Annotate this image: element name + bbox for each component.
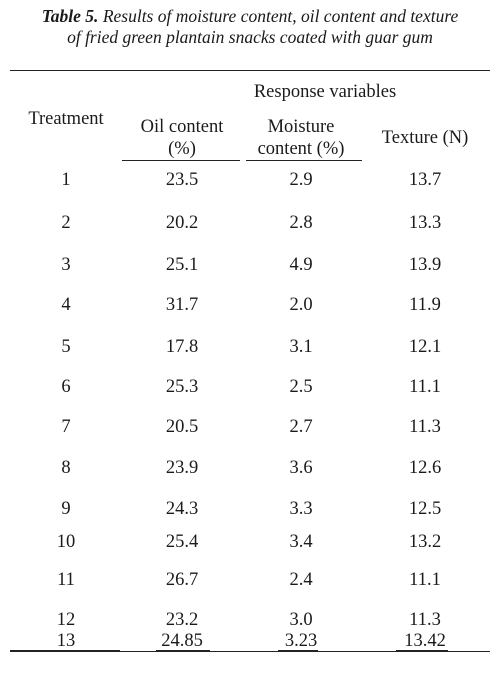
- cell-moisture-content: 2.8: [289, 213, 313, 233]
- cell-treatment: 7: [61, 417, 71, 437]
- cell-moisture-content: 3.0: [289, 610, 313, 630]
- cell-moisture-content: 4.9: [289, 255, 313, 275]
- cell-treatment: 1: [61, 170, 71, 190]
- header-oil-content: [124, 116, 240, 160]
- caption-line-1: [0, 6, 500, 27]
- header-moisture-line-1: Moisture: [267, 117, 335, 137]
- cell-texture: 13.42: [404, 631, 446, 651]
- cell-oil-content: 20.5: [165, 417, 199, 437]
- table-row: [0, 630, 500, 652]
- cell-moisture-content: 3.3: [289, 499, 313, 519]
- cell-texture: 12.1: [408, 337, 442, 357]
- cell-oil-content: 25.3: [165, 377, 199, 397]
- cell-treatment: 11: [57, 570, 75, 590]
- cell-oil-content: 23.9: [165, 458, 199, 478]
- cell-moisture-content: 3.23: [284, 631, 318, 651]
- cell-texture: 12.6: [408, 458, 442, 478]
- cell-treatment: 12: [56, 610, 76, 630]
- cell-texture: 13.7: [408, 170, 442, 190]
- cell-treatment: 6: [61, 377, 71, 397]
- cell-texture: 11.3: [409, 610, 441, 630]
- header-response-variables: Response variables: [253, 82, 397, 102]
- cell-oil-content: 26.7: [165, 570, 199, 590]
- header-moisture-underline: [246, 160, 362, 161]
- table-row: [0, 212, 500, 234]
- cell-texture: 11.3: [409, 417, 441, 437]
- header-oil-line-1: Oil content: [140, 117, 224, 137]
- cell-moisture-content: 3.1: [289, 337, 313, 357]
- cell-treatment: 13: [56, 631, 76, 651]
- header-oil-line-2: (%): [168, 139, 196, 159]
- table-row: [0, 457, 500, 479]
- cell-moisture-content: 2.9: [289, 170, 313, 190]
- cell-texture: 11.9: [409, 295, 441, 315]
- cell-moisture-content: 2.4: [289, 570, 313, 590]
- table-row: [0, 569, 500, 591]
- table-row: [0, 531, 500, 553]
- cell-oil-content: 25.4: [165, 532, 199, 552]
- table-caption: [0, 6, 500, 48]
- table-top-rule: [10, 70, 490, 71]
- table-row: [0, 336, 500, 358]
- cell-texture: 13.3: [408, 213, 442, 233]
- cell-texture: 13.2: [408, 532, 442, 552]
- header-treatment: Treatment: [28, 109, 104, 129]
- cell-oil-content: 25.1: [165, 255, 199, 275]
- cell-moisture-content: 2.0: [289, 295, 313, 315]
- cell-treatment: 8: [61, 458, 71, 478]
- cell-moisture-content: 2.5: [289, 377, 313, 397]
- header-moisture-line-2: content (%): [257, 139, 345, 159]
- caption-line-2: of fried green plantain snacks coated with guar gum: [67, 27, 433, 47]
- header-texture: Texture (N): [381, 128, 469, 148]
- cell-treatment: 5: [61, 337, 71, 357]
- cell-moisture-content: 3.6: [289, 458, 313, 478]
- cell-treatment: 2: [61, 213, 71, 233]
- caption-text-1: Results of moisture content, oil content and texture: [98, 6, 459, 26]
- cell-oil-content: 20.2: [165, 213, 199, 233]
- cell-oil-content: 17.8: [165, 337, 199, 357]
- table-row: [0, 254, 500, 276]
- table-row: [0, 416, 500, 438]
- cell-oil-content: 23.2: [165, 610, 199, 630]
- cell-treatment: 4: [61, 295, 71, 315]
- cell-texture: 11.1: [409, 377, 441, 397]
- cell-moisture-content: 2.7: [289, 417, 313, 437]
- cell-texture: 13.9: [408, 255, 442, 275]
- cell-texture: 12.5: [408, 499, 442, 519]
- cell-treatment: 9: [61, 499, 71, 519]
- cell-oil-content: 24.3: [165, 499, 199, 519]
- cell-texture: 11.1: [409, 570, 441, 590]
- table-row: [0, 169, 500, 191]
- cell-oil-content: 31.7: [165, 295, 199, 315]
- cell-treatment: 10: [56, 532, 76, 552]
- cell-treatment: 3: [61, 255, 71, 275]
- cell-oil-content: 24.85: [161, 631, 203, 651]
- table-row: [0, 498, 500, 520]
- caption-label: Table 5.: [41, 6, 99, 26]
- table-row: [0, 294, 500, 316]
- table-row: [0, 376, 500, 398]
- header-oil-underline: [122, 160, 240, 161]
- cell-oil-content: 23.5: [165, 170, 199, 190]
- table-bottom-rule: [10, 651, 490, 652]
- table-row: [0, 609, 500, 631]
- header-moisture-content: [244, 116, 358, 160]
- cell-moisture-content: 3.4: [289, 532, 313, 552]
